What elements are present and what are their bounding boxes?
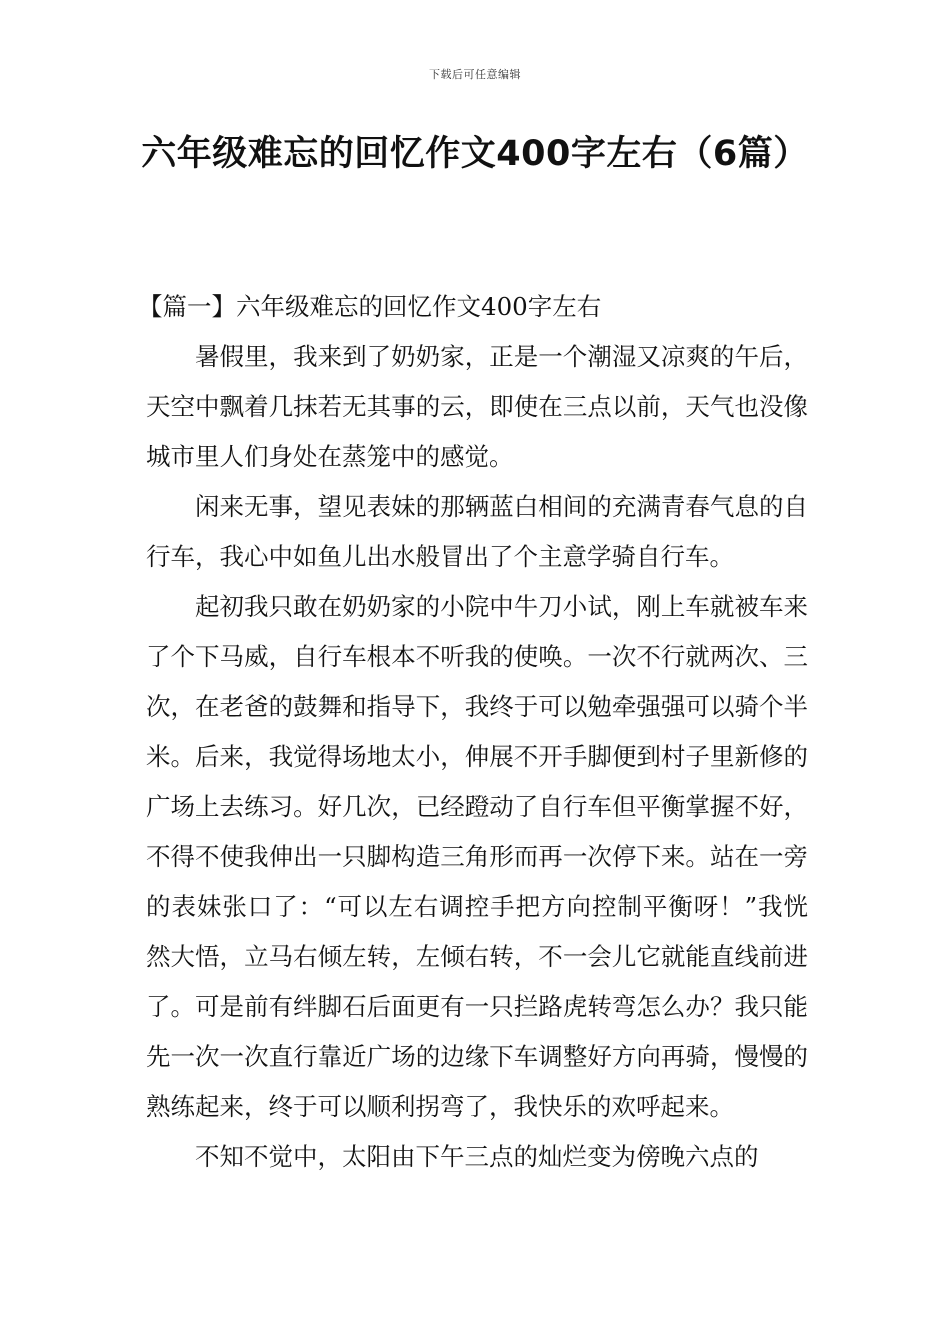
- paragraph-2: 闲来无事，望见表妹的那辆蓝白相间的充满青春气息的自行车，我心中如鱼儿出水般冒出了个主意学骑自行车。: [146, 492, 808, 571]
- page-header-note: 下载后可任意编辑: [429, 68, 521, 81]
- paragraph-1: 暑假里，我来到了奶奶家，正是一个潮湿又凉爽的午后，天空中飘着几抹若无其事的云，即使在三点以前，天气也没像城市里人们身处在蒸笼中的感觉。: [146, 342, 808, 471]
- paragraph-4: 不知不觉中，太阳由下午三点的灿烂变为傍晚六点的: [195, 1142, 759, 1171]
- section-heading: 【篇一】六年级难忘的回忆作文400字左右: [138, 292, 602, 321]
- document-title: 六年级难忘的回忆作文400字左右（6篇）: [141, 134, 809, 174]
- paragraph-3: 起初我只敢在奶奶家的小院中牛刀小试，刚上车就被车来了个下马威，自行车根本不听我的使唤。一次不行就两次、三次，在老爸的鼓舞和指导下，我终于可以勉牵强强可以骑个半米。后来，我觉得场地太小，伸展不开手脚便到村子里新修的广场上去练习。好几次，已经蹬动了自行车但平衡掌握不好，不得不使我伸出一只脚构造三角形而再一次停下来。站在一旁的表妹张口了：“可以左右调控手把方向控制平衡呀！”我恍然大悟，立马右倾左转，左倾右转，不一会儿它就能直线前进了。可是前有绊脚石后面更有一只拦路虎转弯怎么办？我只能先一次一次直行靠近广场的边缘下车调整好方向再骑，慢慢的熟练起来，终于可以顺利拐弯了，我快乐的欢呼起来。: [146, 592, 808, 1121]
- document-body: [138, 282, 808, 1182]
